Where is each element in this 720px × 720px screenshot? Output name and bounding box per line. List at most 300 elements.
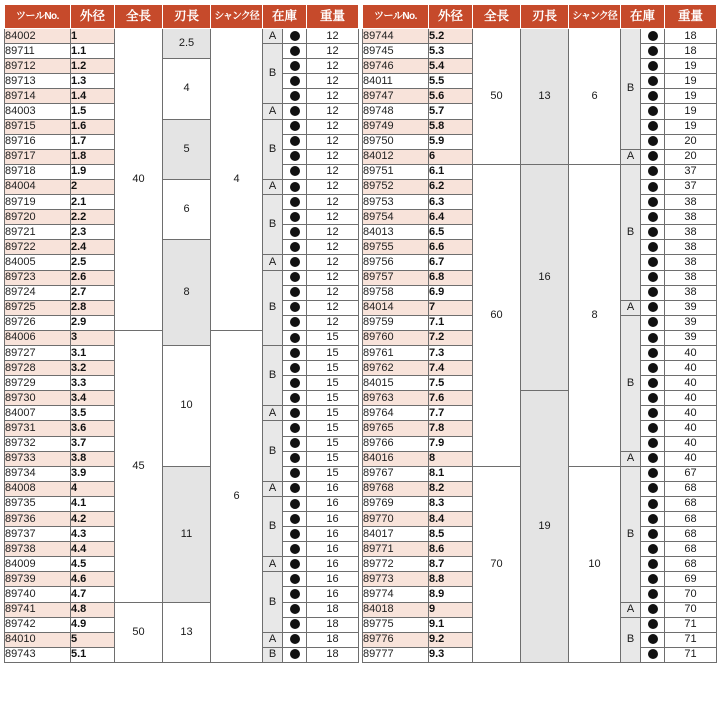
outer-diameter: 5.6 — [429, 89, 473, 104]
tool-number: 89720 — [5, 210, 71, 225]
stock-class-cell: A — [263, 104, 283, 119]
filled-circle-icon — [290, 257, 300, 267]
in-stock-indicator — [283, 119, 307, 134]
filled-circle-icon — [290, 302, 300, 312]
filled-circle-icon — [648, 619, 658, 629]
filled-circle-icon — [290, 151, 300, 161]
weight: 16 — [307, 496, 359, 511]
table-row — [363, 29, 717, 44]
outer-diameter: 9.1 — [429, 617, 473, 632]
in-stock-indicator — [283, 149, 307, 164]
outer-diameter: 4 — [71, 481, 115, 496]
shank-diameter-cell: 10 — [569, 466, 621, 662]
outer-diameter: 7 — [429, 300, 473, 315]
table-row — [5, 59, 359, 74]
outer-diameter: 6.7 — [429, 255, 473, 270]
stock-class-cell: A — [263, 255, 283, 270]
outer-diameter: 8.3 — [429, 496, 473, 511]
in-stock-indicator — [641, 270, 665, 285]
weight: 71 — [665, 632, 717, 647]
spec-table-left — [4, 4, 359, 663]
weight: 39 — [665, 315, 717, 330]
in-stock-indicator — [641, 406, 665, 421]
weight: 12 — [307, 29, 359, 44]
tool-number: 89727 — [5, 345, 71, 360]
tool-number: 89740 — [5, 587, 71, 602]
weight: 12 — [307, 240, 359, 255]
outer-diameter: 7.9 — [429, 436, 473, 451]
in-stock-indicator — [283, 240, 307, 255]
filled-circle-icon — [648, 151, 658, 161]
tool-number: 89717 — [5, 149, 71, 164]
header-outer-diameter: 外径 — [429, 5, 473, 29]
tool-number: 89763 — [363, 391, 429, 406]
in-stock-indicator — [641, 210, 665, 225]
outer-diameter: 1.1 — [71, 44, 115, 59]
weight: 68 — [665, 481, 717, 496]
stock-class-cell: B — [263, 647, 283, 662]
outer-diameter: 6.2 — [429, 179, 473, 194]
outer-diameter: 2.9 — [71, 315, 115, 330]
in-stock-indicator — [641, 647, 665, 662]
weight: 38 — [665, 210, 717, 225]
outer-diameter: 3.1 — [71, 345, 115, 360]
tool-number: 84016 — [363, 451, 429, 466]
filled-circle-icon — [648, 121, 658, 131]
filled-circle-icon — [290, 393, 300, 403]
weight: 12 — [307, 149, 359, 164]
weight: 39 — [665, 330, 717, 345]
tool-number: 84008 — [5, 481, 71, 496]
in-stock-indicator — [283, 29, 307, 44]
filled-circle-icon — [290, 272, 300, 282]
weight: 38 — [665, 270, 717, 285]
in-stock-indicator — [283, 406, 307, 421]
header-total-length: 全長 — [115, 5, 163, 29]
in-stock-indicator — [641, 421, 665, 436]
weight: 38 — [665, 195, 717, 210]
filled-circle-icon — [290, 619, 300, 629]
filled-circle-icon — [290, 317, 300, 327]
tool-number: 89722 — [5, 240, 71, 255]
table-row — [5, 119, 359, 134]
weight: 12 — [307, 44, 359, 59]
weight: 16 — [307, 512, 359, 527]
tool-number: 89713 — [5, 74, 71, 89]
tool-number: 89759 — [363, 315, 429, 330]
in-stock-indicator — [283, 436, 307, 451]
outer-diameter: 4.5 — [71, 557, 115, 572]
tool-number: 89770 — [363, 512, 429, 527]
tool-number: 89736 — [5, 512, 71, 527]
in-stock-indicator — [283, 512, 307, 527]
header-shank-diameter: シャンク径 — [569, 5, 621, 29]
outer-diameter: 3 — [71, 330, 115, 345]
stock-class-cell: B — [621, 617, 641, 662]
tool-number: 89765 — [363, 421, 429, 436]
filled-circle-icon — [290, 634, 300, 644]
weight: 19 — [665, 89, 717, 104]
tool-number: 89744 — [363, 29, 429, 44]
in-stock-indicator — [283, 451, 307, 466]
weight: 40 — [665, 406, 717, 421]
blade-length-cell: 19 — [521, 391, 569, 663]
weight: 15 — [307, 330, 359, 345]
outer-diameter: 7.6 — [429, 391, 473, 406]
outer-diameter: 4.9 — [71, 617, 115, 632]
weight: 12 — [307, 119, 359, 134]
tool-number: 89739 — [5, 572, 71, 587]
total-length-cell: 60 — [473, 164, 521, 466]
in-stock-indicator — [283, 527, 307, 542]
tool-number: 89723 — [5, 270, 71, 285]
filled-circle-icon — [290, 423, 300, 433]
tool-number: 89711 — [5, 44, 71, 59]
filled-circle-icon — [290, 106, 300, 116]
filled-circle-icon — [648, 529, 658, 539]
filled-circle-icon — [290, 287, 300, 297]
stock-class-cell: B — [263, 496, 283, 556]
in-stock-indicator — [283, 270, 307, 285]
weight: 12 — [307, 285, 359, 300]
tool-number: 89719 — [5, 195, 71, 210]
outer-diameter: 8.9 — [429, 587, 473, 602]
in-stock-indicator — [283, 300, 307, 315]
stock-class-cell: A — [263, 29, 283, 44]
in-stock-indicator — [641, 451, 665, 466]
outer-diameter: 3.8 — [71, 451, 115, 466]
in-stock-indicator — [641, 527, 665, 542]
header-weight: 重量 — [665, 5, 717, 29]
filled-circle-icon — [648, 287, 658, 297]
total-length-cell: 50 — [473, 29, 521, 165]
filled-circle-icon — [290, 363, 300, 373]
filled-circle-icon — [648, 227, 658, 237]
weight: 18 — [307, 647, 359, 662]
blade-length-cell: 16 — [521, 164, 569, 390]
weight: 15 — [307, 406, 359, 421]
in-stock-indicator — [641, 149, 665, 164]
in-stock-indicator — [641, 572, 665, 587]
weight: 70 — [665, 602, 717, 617]
in-stock-indicator — [641, 74, 665, 89]
table-row — [5, 179, 359, 194]
weight: 16 — [307, 542, 359, 557]
tool-number: 84002 — [5, 29, 71, 44]
stock-class-cell: B — [263, 345, 283, 405]
tool-number: 89769 — [363, 496, 429, 511]
filled-circle-icon — [290, 242, 300, 252]
in-stock-indicator — [283, 466, 307, 481]
weight: 18 — [665, 44, 717, 59]
outer-diameter: 4.6 — [71, 572, 115, 587]
blade-length-cell: 13 — [521, 29, 569, 165]
tool-number: 89725 — [5, 300, 71, 315]
filled-circle-icon — [648, 423, 658, 433]
outer-diameter: 9.2 — [429, 632, 473, 647]
in-stock-indicator — [641, 164, 665, 179]
weight: 18 — [307, 632, 359, 647]
tool-number: 89715 — [5, 119, 71, 134]
tool-number: 89732 — [5, 436, 71, 451]
outer-diameter: 6.3 — [429, 195, 473, 210]
filled-circle-icon — [648, 483, 658, 493]
filled-circle-icon — [648, 212, 658, 222]
weight: 20 — [665, 149, 717, 164]
tool-number: 89729 — [5, 376, 71, 391]
filled-circle-icon — [648, 589, 658, 599]
outer-diameter: 2.5 — [71, 255, 115, 270]
stock-class-cell: A — [263, 632, 283, 647]
tool-number: 89726 — [5, 315, 71, 330]
filled-circle-icon — [648, 31, 658, 41]
outer-diameter: 2.7 — [71, 285, 115, 300]
weight: 18 — [307, 602, 359, 617]
tool-number: 89774 — [363, 587, 429, 602]
filled-circle-icon — [648, 634, 658, 644]
weight: 12 — [307, 164, 359, 179]
in-stock-indicator — [641, 557, 665, 572]
tool-number: 89738 — [5, 542, 71, 557]
in-stock-indicator — [641, 29, 665, 44]
stock-class-cell: B — [621, 466, 641, 602]
in-stock-indicator — [641, 330, 665, 345]
outer-diameter: 5.1 — [71, 647, 115, 662]
outer-diameter: 2.8 — [71, 300, 115, 315]
blade-length-cell: 10 — [163, 345, 211, 466]
filled-circle-icon — [648, 649, 658, 659]
weight: 12 — [307, 89, 359, 104]
outer-diameter: 8.8 — [429, 572, 473, 587]
tool-number: 84007 — [5, 406, 71, 421]
filled-circle-icon — [290, 61, 300, 71]
tool-number: 84018 — [363, 602, 429, 617]
outer-diameter: 8.7 — [429, 557, 473, 572]
weight: 12 — [307, 315, 359, 330]
outer-diameter: 2.4 — [71, 240, 115, 255]
outer-diameter: 1 — [71, 29, 115, 44]
outer-diameter: 8.4 — [429, 512, 473, 527]
weight: 15 — [307, 391, 359, 406]
in-stock-indicator — [283, 632, 307, 647]
outer-diameter: 1.7 — [71, 134, 115, 149]
filled-circle-icon — [648, 333, 658, 343]
weight: 12 — [307, 59, 359, 74]
weight: 15 — [307, 345, 359, 360]
stock-class-cell: B — [263, 119, 283, 179]
blade-length-cell: 4 — [163, 59, 211, 119]
tool-number: 89735 — [5, 496, 71, 511]
tool-number: 89724 — [5, 285, 71, 300]
tool-number: 89767 — [363, 466, 429, 481]
filled-circle-icon — [648, 468, 658, 478]
weight: 40 — [665, 436, 717, 451]
filled-circle-icon — [290, 197, 300, 207]
outer-diameter: 4.8 — [71, 602, 115, 617]
weight: 12 — [307, 74, 359, 89]
weight: 16 — [307, 527, 359, 542]
weight: 19 — [665, 119, 717, 134]
outer-diameter: 1.8 — [71, 149, 115, 164]
filled-circle-icon — [648, 574, 658, 584]
weight: 12 — [307, 195, 359, 210]
tool-number: 89768 — [363, 481, 429, 496]
outer-diameter: 9 — [429, 602, 473, 617]
tool-number: 89733 — [5, 451, 71, 466]
total-length-cell: 45 — [115, 330, 163, 602]
in-stock-indicator — [283, 587, 307, 602]
filled-circle-icon — [290, 604, 300, 614]
outer-diameter: 1.5 — [71, 104, 115, 119]
filled-circle-icon — [648, 544, 658, 554]
filled-circle-icon — [648, 393, 658, 403]
stock-class-cell: A — [621, 602, 641, 617]
tool-number: 89777 — [363, 647, 429, 662]
outer-diameter: 5 — [71, 632, 115, 647]
in-stock-indicator — [641, 300, 665, 315]
in-stock-indicator — [641, 195, 665, 210]
filled-circle-icon — [648, 499, 658, 509]
in-stock-indicator — [641, 542, 665, 557]
weight: 18 — [307, 617, 359, 632]
in-stock-indicator — [283, 617, 307, 632]
total-length-cell: 40 — [115, 29, 163, 331]
in-stock-indicator — [641, 512, 665, 527]
filled-circle-icon — [290, 227, 300, 237]
weight: 16 — [307, 481, 359, 496]
outer-diameter: 5.7 — [429, 104, 473, 119]
spec-table-right — [362, 4, 717, 663]
in-stock-indicator — [283, 225, 307, 240]
outer-diameter: 3.6 — [71, 421, 115, 436]
in-stock-indicator — [641, 119, 665, 134]
tool-number: 89747 — [363, 89, 429, 104]
in-stock-indicator — [283, 542, 307, 557]
in-stock-indicator — [283, 59, 307, 74]
tool-number: 89730 — [5, 391, 71, 406]
filled-circle-icon — [290, 559, 300, 569]
outer-diameter: 5.5 — [429, 74, 473, 89]
tool-number: 89766 — [363, 436, 429, 451]
stock-class-cell: B — [263, 195, 283, 255]
filled-circle-icon — [290, 333, 300, 343]
in-stock-indicator — [641, 436, 665, 451]
in-stock-indicator — [641, 285, 665, 300]
stock-class-cell: A — [263, 179, 283, 194]
outer-diameter: 6 — [429, 149, 473, 164]
weight: 12 — [307, 270, 359, 285]
in-stock-indicator — [283, 376, 307, 391]
tool-number: 89773 — [363, 572, 429, 587]
in-stock-indicator — [283, 285, 307, 300]
filled-circle-icon — [290, 91, 300, 101]
filled-circle-icon — [648, 106, 658, 116]
weight: 19 — [665, 59, 717, 74]
shank-diameter-cell: 6 — [211, 330, 263, 662]
in-stock-indicator — [641, 496, 665, 511]
tool-number: 84004 — [5, 179, 71, 194]
in-stock-indicator — [283, 572, 307, 587]
tool-number: 89756 — [363, 255, 429, 270]
header-tool-no: ツールNo. — [363, 5, 429, 29]
filled-circle-icon — [648, 514, 658, 524]
header-shank-diameter: シャンク径 — [211, 5, 263, 29]
tool-number: 89728 — [5, 361, 71, 376]
in-stock-indicator — [641, 44, 665, 59]
outer-diameter: 1.2 — [71, 59, 115, 74]
weight: 16 — [307, 557, 359, 572]
outer-diameter: 2.2 — [71, 210, 115, 225]
weight: 70 — [665, 587, 717, 602]
weight: 15 — [307, 421, 359, 436]
tool-number: 84012 — [363, 149, 429, 164]
weight: 15 — [307, 361, 359, 376]
filled-circle-icon — [648, 257, 658, 267]
filled-circle-icon — [648, 76, 658, 86]
weight: 12 — [307, 104, 359, 119]
blade-length-cell: 6 — [163, 179, 211, 239]
blade-length-cell: 11 — [163, 466, 211, 602]
filled-circle-icon — [648, 46, 658, 56]
filled-circle-icon — [648, 182, 658, 192]
tool-number: 89754 — [363, 210, 429, 225]
stock-class-cell: A — [263, 481, 283, 496]
header-tool-no: ツールNo. — [5, 5, 71, 29]
outer-diameter: 5.4 — [429, 59, 473, 74]
in-stock-indicator — [641, 179, 665, 194]
outer-diameter: 2 — [71, 179, 115, 194]
tool-number: 89755 — [363, 240, 429, 255]
weight: 19 — [665, 74, 717, 89]
weight: 12 — [307, 210, 359, 225]
in-stock-indicator — [641, 315, 665, 330]
filled-circle-icon — [648, 166, 658, 176]
weight: 38 — [665, 225, 717, 240]
weight: 38 — [665, 285, 717, 300]
weight: 40 — [665, 376, 717, 391]
filled-circle-icon — [290, 649, 300, 659]
tool-number: 89716 — [5, 134, 71, 149]
blade-length-cell: 8 — [163, 240, 211, 346]
weight: 40 — [665, 421, 717, 436]
outer-diameter: 8.5 — [429, 527, 473, 542]
table-row — [5, 466, 359, 481]
filled-circle-icon — [648, 408, 658, 418]
tool-number: 89776 — [363, 632, 429, 647]
filled-circle-icon — [290, 453, 300, 463]
outer-diameter: 5.3 — [429, 44, 473, 59]
in-stock-indicator — [641, 345, 665, 360]
tool-number: 84013 — [363, 225, 429, 240]
weight: 40 — [665, 345, 717, 360]
tool-number: 89721 — [5, 225, 71, 240]
in-stock-indicator — [283, 421, 307, 436]
weight: 40 — [665, 451, 717, 466]
in-stock-indicator — [283, 89, 307, 104]
weight: 38 — [665, 240, 717, 255]
tool-number: 89761 — [363, 345, 429, 360]
filled-circle-icon — [290, 182, 300, 192]
outer-diameter: 7.7 — [429, 406, 473, 421]
in-stock-indicator — [283, 164, 307, 179]
tool-number: 89741 — [5, 602, 71, 617]
weight: 71 — [665, 647, 717, 662]
stock-class-cell: A — [621, 451, 641, 466]
filled-circle-icon — [648, 378, 658, 388]
weight: 20 — [665, 134, 717, 149]
stock-class-cell: A — [621, 149, 641, 164]
outer-diameter: 2.3 — [71, 225, 115, 240]
